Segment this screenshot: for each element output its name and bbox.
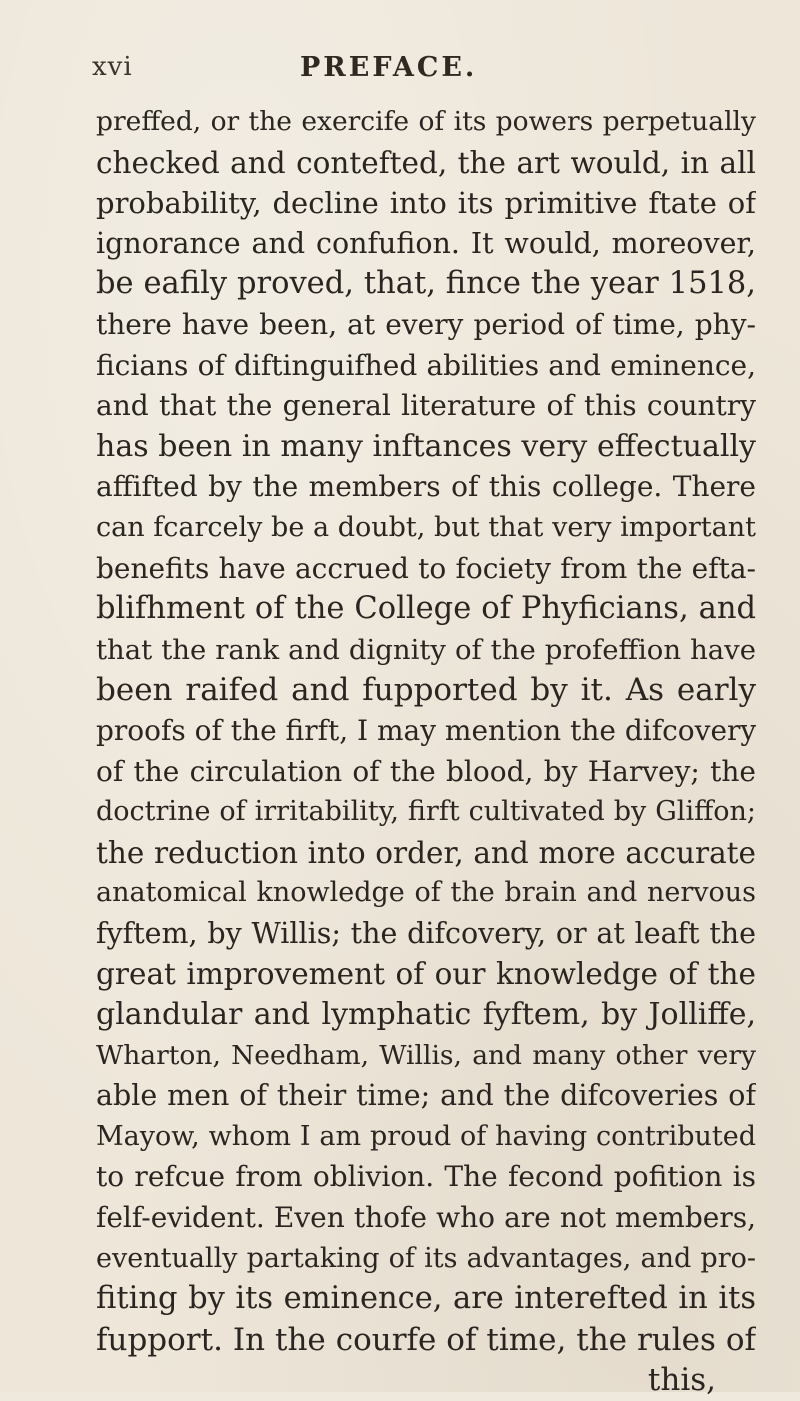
body-text: [96, 102, 756, 1401]
text-line: that the rank and dignity of the profeffion have: [96, 633, 756, 666]
text-line: and that the general literature of this country: [96, 389, 756, 423]
catchword: this,: [647, 1362, 716, 1399]
text-line: to refcue from oblivion. The fecond pofition is: [96, 1160, 756, 1194]
page-number: xvi: [92, 52, 133, 82]
text-line: blifhment of the College of Phyficians, and: [96, 591, 756, 627]
text-line: been raifed and fupported by it. As early: [96, 672, 756, 709]
text-line: able men of their time; and the difcoveries of: [96, 1079, 756, 1113]
text-line: Mayow, whom I am proud of having contributed: [96, 1120, 756, 1152]
text-line: ficians of diftinguifhed abilities and eminence,: [96, 348, 756, 382]
text-line: fiting by its eminence, are interefted in its: [96, 1281, 756, 1317]
text-line: probability, decline into its primitive ftate of: [96, 186, 756, 221]
text-line: proofs of the firft, I may mention the difcovery: [96, 713, 756, 747]
text-line: benefits have accrued to fociety from the efta-: [96, 551, 756, 585]
text-line: fupport. In the courfe of time, the rules of: [96, 1321, 756, 1358]
running-head: PREFACE.: [300, 52, 478, 83]
text-line: the reduction into order, and more accurate: [96, 835, 756, 870]
text-line: be eafily proved, that, fince the year 1518,: [96, 266, 756, 302]
text-line: of the circulation of the blood, by Harvey; the: [96, 754, 756, 788]
text-line: doctrine of irritability, firft cultivated by Gliffon;: [96, 796, 756, 828]
text-line: preffed, or the exercife of its powers perpetually: [96, 106, 756, 137]
text-line: has been in many inftances very effectually: [96, 428, 756, 464]
text-line: there have been, at every period of time, phy-: [96, 307, 756, 341]
text-line: checked and contefted, the art would, in all: [96, 145, 756, 180]
text-line: eventually partaking of its advantages, and pro-: [96, 1242, 756, 1274]
page-header: [92, 52, 712, 92]
text-line: fyftem, by Willis; the difcovery, or at leaft the: [96, 916, 756, 950]
text-line: anatomical knowledge of the brain and nervous: [96, 877, 756, 909]
text-line: ignorance and confufion. It would, moreover,: [96, 226, 756, 260]
text-line: felf-evident. Even thofe who are not members,: [96, 1201, 756, 1235]
text-line: glandular and lymphatic fyftem, by Jolliffe,: [96, 997, 756, 1033]
text-line: affifted by the members of this college. There: [96, 470, 756, 504]
text-line: great improvement of our knowledge of the: [96, 957, 756, 992]
text-line: can fcarcely be a doubt, but that very important: [96, 511, 756, 543]
text-line: Wharton, Needham, Willis, and many other very: [96, 1039, 756, 1071]
